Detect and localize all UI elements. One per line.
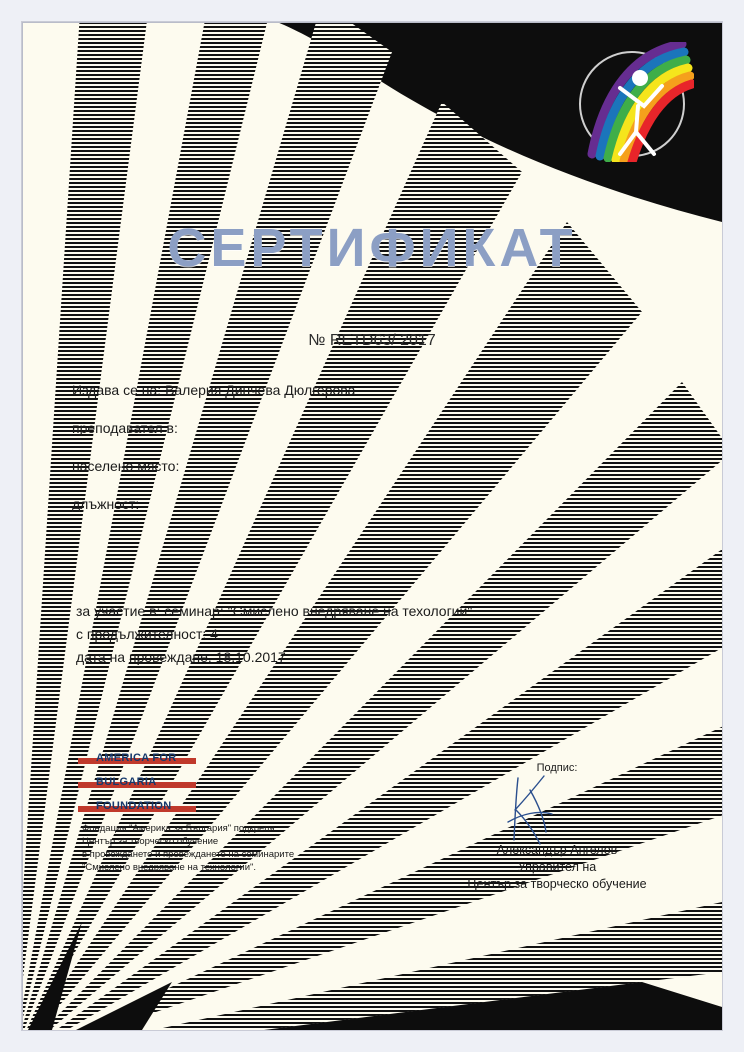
sponsor-footnote: [82, 822, 372, 874]
abf-text-line-3: FOUNDATION: [96, 800, 172, 812]
field-settlement-label: населено място:: [72, 458, 180, 474]
footnote-line-3: в провеждането и провеждането на семинарите: [82, 849, 295, 860]
signature-area: [422, 762, 692, 891]
signatory-role-2: Център за творческо обучение: [467, 877, 647, 891]
abf-text-line-2: BULGARIA: [96, 776, 157, 788]
signatory-role-1: Управител на: [517, 860, 597, 874]
field-position-label: длъжност:: [72, 496, 140, 512]
field-recipient-value: Валерия Динчева Дюлгерова: [165, 382, 356, 398]
signatory-details: [422, 842, 692, 893]
footnote-line-2: Център за творческо обучение: [82, 836, 219, 847]
footnote-line-1: Фондация "Америка за България" подкрепя: [82, 823, 275, 834]
signature-label: Подпис:: [536, 762, 578, 774]
field-settlement: [72, 458, 179, 474]
abf-text-line-1: AMERICA FOR: [96, 752, 177, 764]
signatory-name: Александър Ангелов: [496, 843, 618, 857]
event-line-participation: за участие в: семинар: "Смислено внедряване на техологии": [76, 603, 473, 619]
field-school-label: преподавател в:: [72, 420, 178, 436]
field-position: [72, 496, 139, 512]
event-details: [76, 600, 472, 669]
page-title: СЕРТИФИКАТ: [167, 218, 577, 278]
footnote-line-4: "Смислено внедряване на технологии".: [82, 862, 257, 873]
field-recipient: [72, 382, 355, 398]
certificate-number: [22, 332, 722, 350]
certificate-content: [22, 22, 722, 1030]
field-recipient-label: Издава се на:: [72, 382, 162, 398]
certificate-number-value: RETD63/ 2017: [329, 332, 436, 349]
certificate-paper: [22, 22, 722, 1030]
field-school: [72, 420, 178, 436]
certificate-number-prefix: №: [308, 332, 326, 349]
event-line-date: дата на провеждане: 18.10.2017: [76, 649, 286, 665]
america-for-bulgaria-foundation-logo: [78, 744, 196, 816]
event-line-duration: с продължителност: 4: [76, 626, 218, 642]
